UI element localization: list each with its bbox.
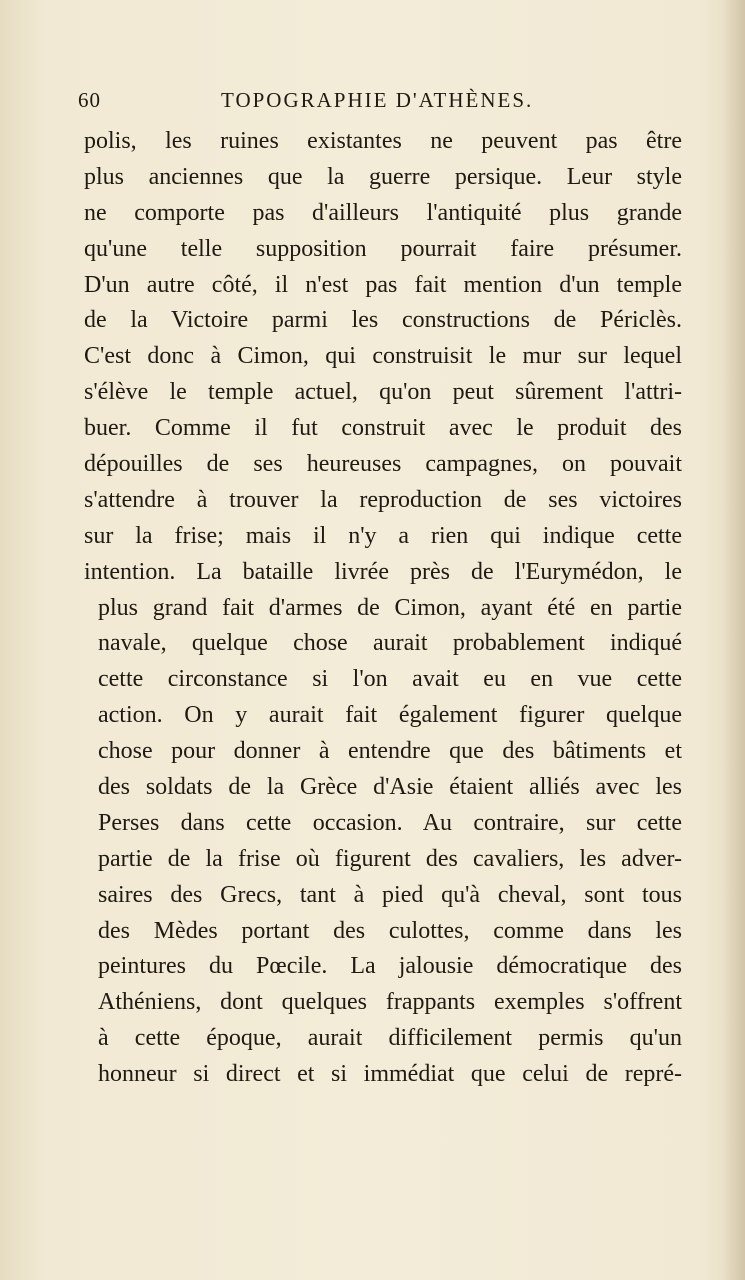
page-number: 60 (78, 88, 101, 112)
text-line: chose pour donner à entendre que des bâtiments et (98, 738, 682, 765)
text-line: s'élève le temple actuel, qu'on peut sûrement l'attri- (84, 379, 682, 406)
text-line: honneur si direct et si immédiat que celui de repré- (98, 1061, 682, 1088)
text-line: intention. La bataille livrée près de l'Eurymédon, le (84, 558, 682, 585)
text-line: peintures du Pœcile. La jalousie démocratique des (98, 953, 682, 980)
running-title: TOPOGRAPHIE D'ATHÈNES. (221, 88, 534, 112)
page-header (78, 88, 678, 118)
text-line: des Mèdes portant des culottes, comme dans les (98, 917, 682, 944)
text-line: Athéniens, dont quelques frappants exemples s'offrent (98, 989, 682, 1016)
text-line: Perses dans cette occasion. Au contraire, sur cette (98, 809, 682, 836)
text-line: à cette époque, aurait difficilement permis qu'un (98, 1025, 682, 1052)
text-line: qu'une telle supposition pourrait faire présumer. (84, 235, 682, 262)
text-line: sur la frise; mais il n'y a rien qui indique cette (84, 522, 682, 549)
text-line: de la Victoire parmi les constructions de Périclès. (84, 307, 682, 334)
text-line: plus grand fait d'armes de Cimon, ayant été en partie (98, 594, 682, 621)
text-line: polis, les ruines existantes ne peuvent pas être (84, 128, 682, 154)
text-line: buer. Comme il fut construit avec le produit des (84, 415, 682, 442)
body-text (84, 124, 682, 1093)
text-line: C'est donc à Cimon, qui construisit le mur sur lequel (84, 343, 682, 370)
text-line: cette circonstance si l'on avait eu en vue cette (98, 666, 682, 693)
text-line: s'attendre à trouver la reproduction de ses victoires (84, 486, 682, 513)
text-line: des soldats de la Grèce d'Asie étaient alliés avec les (98, 774, 682, 801)
text-line: D'un autre côté, il n'est pas fait mention d'un temple (84, 271, 682, 298)
text-line: ne comporte pas d'ailleurs l'antiquité plus grande (84, 199, 682, 226)
text-line: navale, quelque chose aurait probablement indiqué (98, 630, 682, 657)
text-line: dépouilles de ses heureuses campagnes, on pouvait (84, 451, 682, 478)
text-line: plus anciennes que la guerre persique. Leur style (84, 163, 682, 190)
text-line: action. On y aurait fait également figurer quelque (98, 702, 682, 729)
text-line: saires des Grecs, tant à pied qu'à cheval, sont tous (98, 881, 682, 908)
text-line: partie de la frise où figurent des cavaliers, les adver- (98, 845, 682, 872)
